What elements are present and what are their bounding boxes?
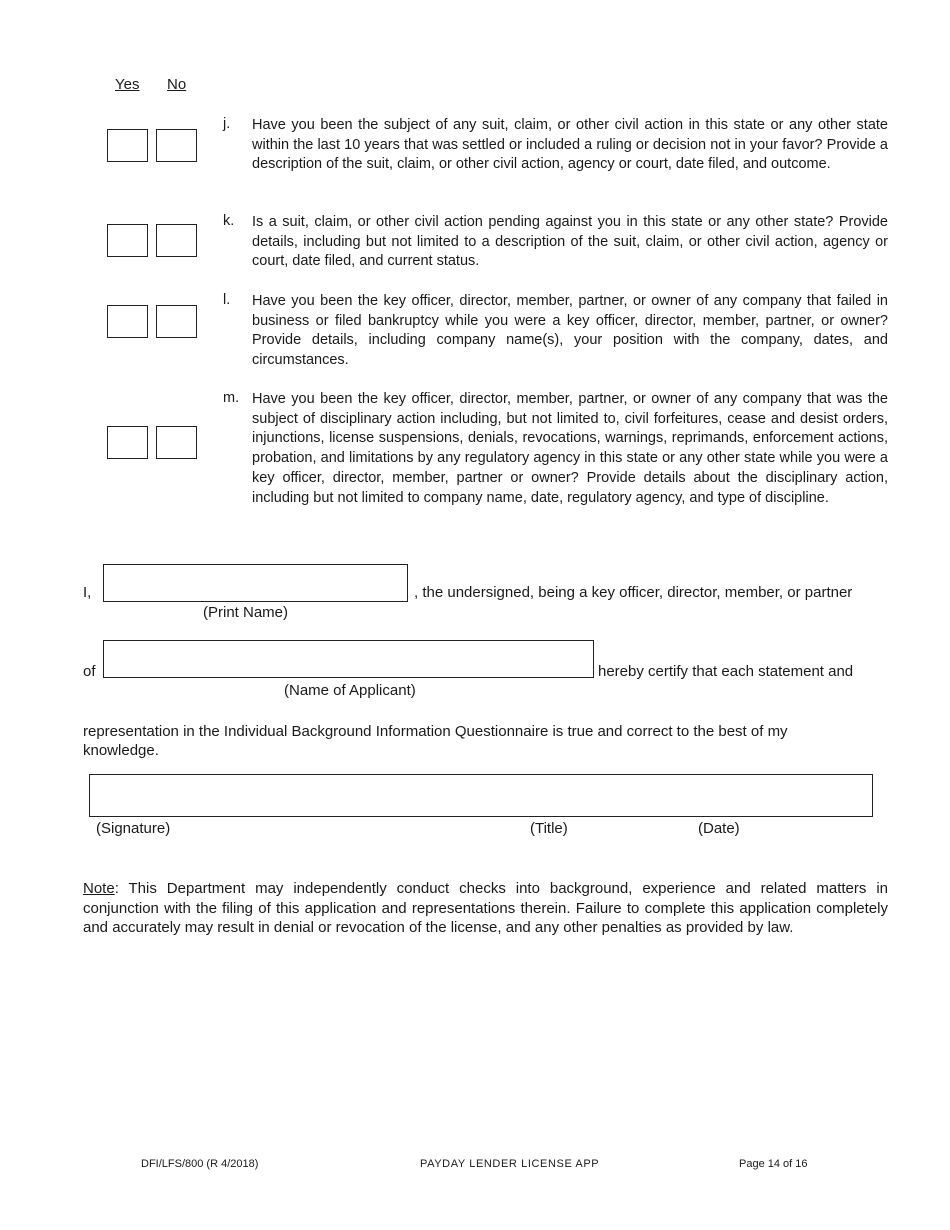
question-m-text: Have you been the key officer, director, member, partner, or owner of any company that was the subject of disciplinary action including, but not limited to, civil forfeitures, cease and desist orders, injunctions, license suspensions, denials, revocations, warnings, reprimands, enforcement actions, probation, and limitations by any regulatory agency in this state or any other state while you were a key officer, director, member, partner or owner? Provide details about the disciplinary action, including but not limited to company name, date, regulatory agency, and type of discipline.: [252, 391, 888, 506]
certify-i-prefix: I,: [83, 584, 92, 601]
question-j-text: Have you been the subject of any suit, claim, or other civil action in this state or any other state within the last 10 years that was settled or included a ruling or decision not in your favor? Provide a description of the suit, claim, or other civil action, agency or court, date filed, and outcome.: [252, 117, 888, 173]
title-caption: (Title): [530, 820, 568, 837]
question-m-letter: m.: [223, 390, 240, 406]
applicant-name-caption: (Name of Applicant): [284, 682, 416, 699]
question-k-text: Is a suit, claim, or other civil action pending against you in this state or any other state? Provide details, including but not limited to a description of the suit, claim, or other civil action, agency or court, date filed, and current status.: [252, 214, 888, 270]
applicant-name-field[interactable]: [103, 640, 594, 678]
question-k-no-checkbox[interactable]: [156, 224, 197, 257]
signature-caption: (Signature): [96, 820, 171, 837]
question-l-no-checkbox[interactable]: [156, 305, 197, 338]
footer-form-name: PAYDAY LENDER LICENSE APP: [420, 1158, 600, 1170]
note-label: Note: [83, 880, 115, 897]
date-caption: (Date): [698, 820, 740, 837]
print-name-field[interactable]: [103, 564, 408, 602]
certification-statement: representation in the Individual Background Information Questionnaire is true and correct to the best of my knowledge.: [83, 723, 788, 759]
note-paragraph: [83, 879, 888, 938]
question-j-letter: j.: [223, 116, 231, 132]
print-name-caption: (Print Name): [203, 604, 289, 621]
certify-i-suffix: , the undersigned, being a key officer, director, member, or partner: [414, 584, 853, 601]
question-j-yes-checkbox[interactable]: [107, 129, 148, 162]
note-text: : This Department may independently conduct checks into background, experience and related matters in conjunction with the filing of this application and representations therein. Failure to complete this application completely and accurately may result in denial or revocation of the license, and any other penalties as provided by law.: [83, 880, 888, 937]
question-l-yes-checkbox[interactable]: [107, 305, 148, 338]
certify-of-prefix: of: [83, 663, 96, 680]
question-k-yes-checkbox[interactable]: [107, 224, 148, 257]
question-k-letter: k.: [223, 213, 235, 229]
question-j-no-checkbox[interactable]: [156, 129, 197, 162]
signature-title-date-field[interactable]: [89, 774, 873, 817]
question-l-text: Have you been the key officer, director, member, partner, or owner of any company that failed in business or filed bankruptcy while you were a key officer, director, member, partner, or owner? Provide details, including company name(s), your position with the company, dates, and circumstances.: [252, 293, 888, 369]
footer-page-number: Page 14 of 16: [739, 1158, 808, 1170]
question-l-letter: l.: [223, 292, 231, 308]
question-m-no-checkbox[interactable]: [156, 426, 197, 459]
footer-form-id: DFI/LFS/800 (R 4/2018): [141, 1158, 259, 1170]
no-column-header: No: [167, 76, 187, 93]
yes-column-header: Yes: [115, 76, 140, 93]
question-m-yes-checkbox[interactable]: [107, 426, 148, 459]
certify-of-suffix: hereby certify that each statement and: [598, 663, 854, 680]
